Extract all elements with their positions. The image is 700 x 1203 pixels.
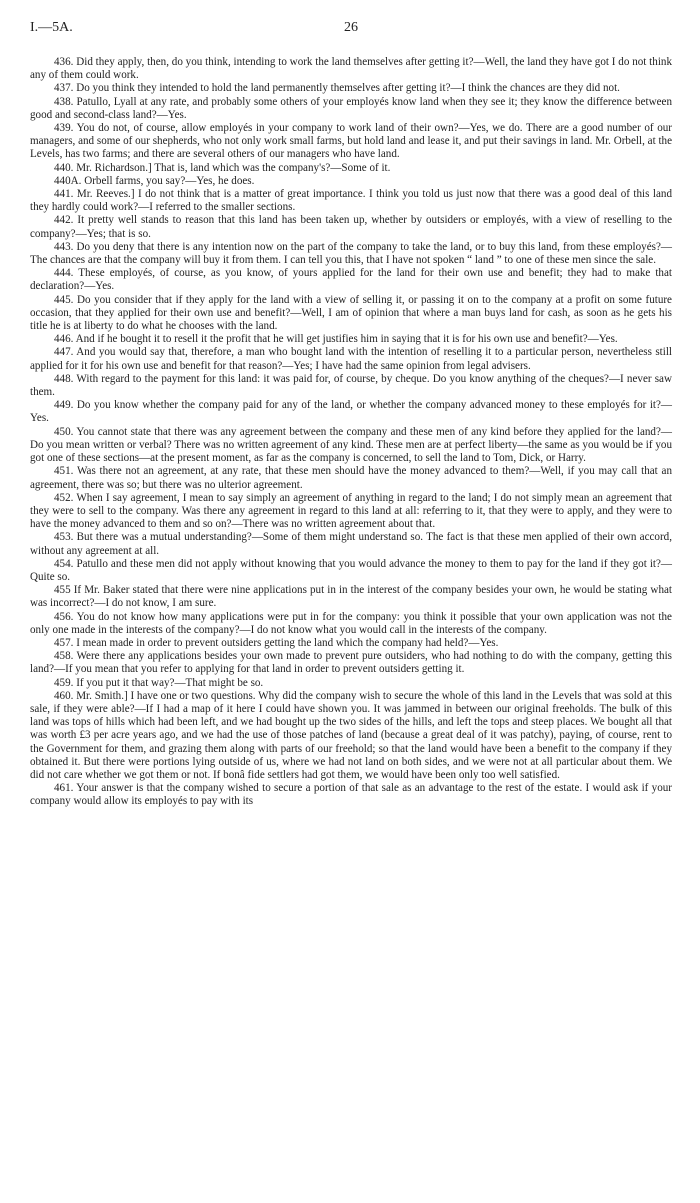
evidence-paragraph: 436. Did they apply, then, do you think, intending to work the land themselves after getting it?—Well, the land they have got I do not think any of them could work. [30, 56, 672, 82]
page-number: 26 [344, 20, 358, 35]
evidence-paragraph: 440A. Orbell farms, you say?—Yes, he does. [54, 174, 255, 187]
evidence-text [30, 56, 672, 809]
evidence-paragraph: 459. If you put it that way?—That might be so. [54, 676, 264, 689]
evidence-paragraph: 460. Mr. Smith.] I have one or two questions. Why did the company wish to secure the whole of this land in the Levels that was sold at this sale, if they were able?—If I had a map of it here I could have shown you. It was jammed in between our original freeholds. The bulk of this land was tops of hills which had been left, and we had bought up the two sides of the hills, and left the tops and steep places. We bought all that was worth £3 per acre years ago, and we had the use of those patches of land (because a great deal of it was patchy), paying, of course, rent to the Government for them, and grazing them along with parts of our freehold; so that the land would have been a benefit to the company if they obtained it. But there were portions lying outside of us, where we had not land on both sides, and we were not at all particular about them. We did not care whether we got them or not. If bonâ fide settlers had got them, we would have been only too well satisfied. [30, 689, 672, 781]
document-page [30, 20, 672, 809]
evidence-paragraph: 457. I mean made in order to prevent outsiders getting the land which the company had held?—Yes. [54, 636, 499, 649]
evidence-paragraph: 452. When I say agreement, I mean to say simply an agreement of anything in regard to the land; I do not simply mean an agreement that they were to sell to the company. Was there any agreement in regard to this land at all: referring to it, that they were to apply, and they were to have the money advanced to them and so on?—There was no written agreement about that. [30, 491, 672, 531]
evidence-paragraph: 440. Mr. Richardson.] That is, land which was the company's?—Some of it. [54, 161, 391, 174]
evidence-paragraph: 461. Your answer is that the company wished to secure a portion of that sale as an advantage to the rest of the estate. I would ask if your company would allow its employés to pay with its [30, 782, 672, 808]
evidence-paragraph: 454. Patullo and these men did not apply without knowing that you would advance the money to them to pay for the land if they got it?—Quite so. [30, 557, 672, 583]
document-reference: I.—5A. [30, 20, 73, 35]
evidence-paragraph: 439. You do not, of course, allow employés in your company to work land of their own?—Yes, we do. There are a good number of our managers, and some of our shepherds, who not only work small farms, but hold land and lease it, and put their savings in land. Mr. Orbell, at the Levels, has two farms; and there are several others of our managers who have land. [30, 122, 672, 161]
evidence-paragraph: 447. And you would say that, therefore, a man who bought land with the intention of reselling it to a particular person, nevertheless still applied for it for his own use and benefit for that reason?—Yes; I have had the same opinion from legal advisers. [30, 346, 672, 372]
page-header [30, 20, 672, 46]
evidence-paragraph: 446. And if he bought it to resell it the profit that he will get justifies him in saying that it is for his own use and benefit?—Yes. [54, 333, 618, 346]
evidence-paragraph: 456. You do not know how many applications were put in for the company: you think it possible that your own application was not the only one made in the interests of the company?—I do not know what you would call in the interests of the company. [30, 610, 672, 636]
evidence-paragraph: 449. Do you know whether the company paid for any of the land, or whether the company advanced money to these employés for it?—Yes. [30, 399, 672, 425]
evidence-paragraph: 448. With regard to the payment for this land: it was paid for, of course, by cheque. Do you know anything of the cheques?—I never saw them. [30, 372, 672, 399]
evidence-paragraph: 450. You cannot state that there was any agreement between the company and these men of any kind before they applied for the land?—Do you mean written or verbal? There was no written agreement of any kind. These men are at perfect liberty—the same as you would be if you got one of these sections—at the present moment, as far as the company is concerned, to sell the land to Tom, Dick, or Harry. [30, 425, 672, 465]
evidence-paragraph: 455 If Mr. Baker stated that there were nine applications put in in the interest of the company besides your own, he would be stating what was incorrect?—I do not know, I am sure. [30, 584, 672, 610]
evidence-paragraph: 458. Were there any applications besides your own made to prevent pure outsiders, who had nothing to do with the company, getting this land?—If you mean that you refer to applying for that land in order to prevent outsiders getting it. [30, 650, 672, 676]
evidence-paragraph: 442. It pretty well stands to reason that this land has been taken up, whether by outsiders or employés, with a view of reselling to the company?—Yes; that is so. [30, 214, 672, 240]
evidence-paragraph: 437. Do you think they intended to hold the land permanently themselves after getting it?—I think the chances are they did not. [54, 82, 620, 95]
evidence-paragraph: 438. Patullo, Lyall at any rate, and probably some others of your employés know land when they see it; they know the difference between good and second-class land?—Yes. [30, 95, 672, 121]
evidence-paragraph: 445. Do you consider that if they apply for the land with a view of selling it, or passing it on to the company at a profit on some future occasion, that they applied for their own use and benefit?—Well, I am of opinion that where a man buys land for cash, as soon as he gets his title he is at liberty to do what he chooses with the land. [30, 293, 672, 333]
evidence-paragraph: 441. Mr. Reeves.] I do not think that is a matter of great importance. I think you told us just now that there was a good deal of this land they hardly could work?—I referred to the smaller sections. [30, 188, 672, 214]
evidence-paragraph: 453. But there was a mutual understanding?—Some of them might understand so. The fact is that these men applied of their own accord, without any agreement at all. [30, 531, 672, 557]
evidence-paragraph: 443. Do you deny that there is any intention now on the part of the company to take the land, or to buy this land, from these employés?—The chances are that the company will buy it from them. I can tell you this, that I have not spoken “ land ” to one of these men since the sale. [30, 240, 672, 267]
evidence-paragraph: 444. These employés, of course, as you know, of yours applied for the land for their own use and benefit; they had to make that declaration?—Yes. [30, 267, 672, 293]
evidence-paragraph: 451. Was there not an agreement, at any rate, that these men should have the money advanced to them?—Well, if you may call that an agreement, there was so; but there was no ulterior agreement. [30, 465, 672, 491]
